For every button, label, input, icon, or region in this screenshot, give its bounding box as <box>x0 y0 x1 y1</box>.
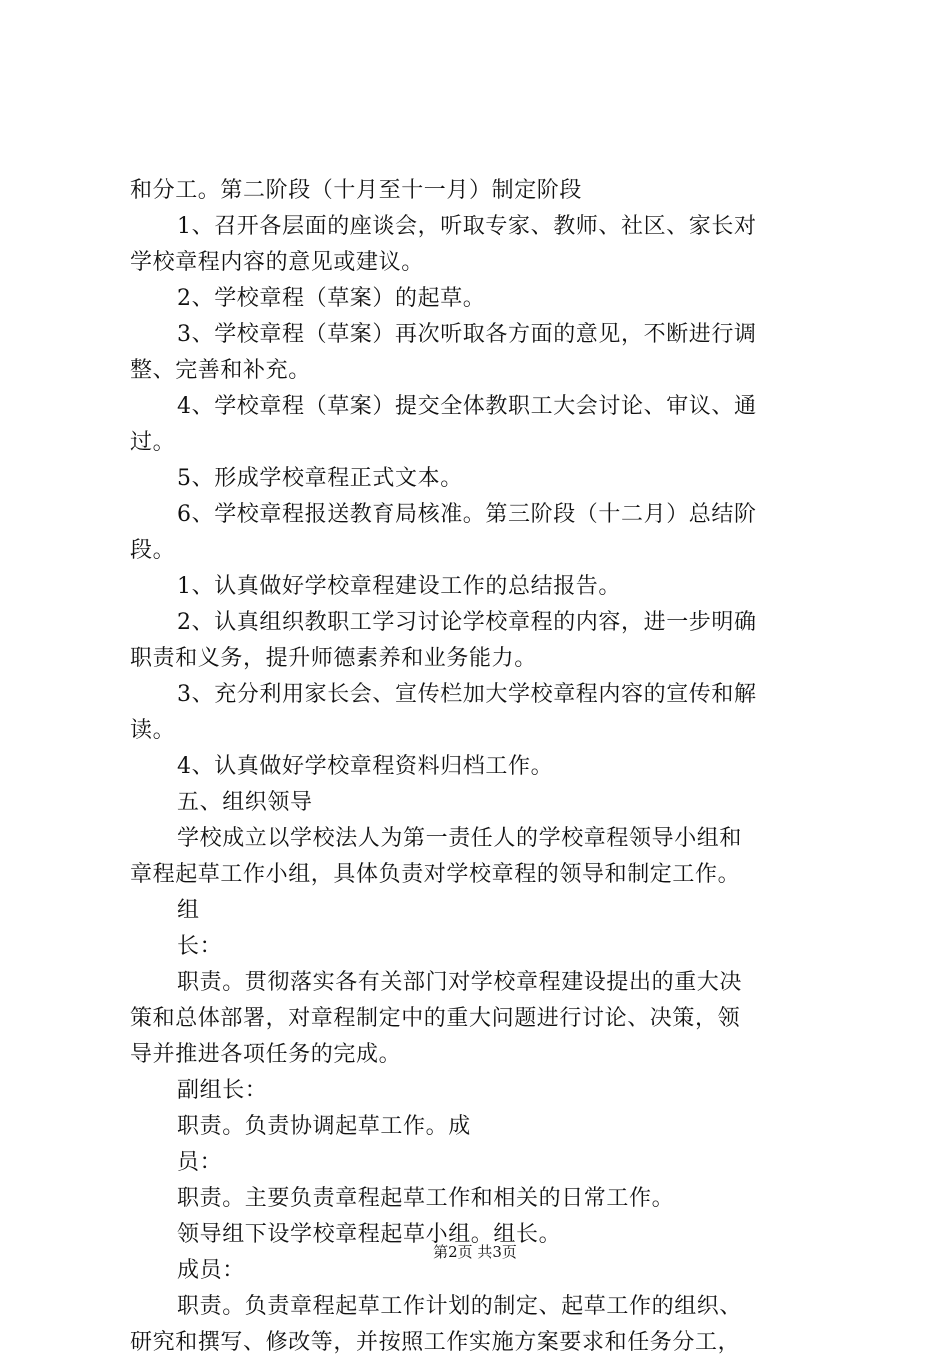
text-line: 学校成立以学校法人为第一责任人的学校章程领导小组和 <box>177 826 743 851</box>
text-line: 导并推进各项任务的完成。 <box>130 1042 402 1067</box>
text-line: 成员： <box>177 1258 245 1283</box>
text-line: 五、组织领导 <box>177 790 313 815</box>
document-body <box>130 173 830 1361</box>
text-line: 职责。负责章程起草工作计划的制定、起草工作的组织、 <box>177 1294 743 1319</box>
text-line: 整、完善和补充。 <box>130 358 311 383</box>
text-line: 策和总体部署，对章程制定中的重大问题进行讨论、决策，领 <box>130 1006 741 1031</box>
text-line: 副组长： <box>177 1078 268 1103</box>
text-line: 1、召开各层面的座谈会，听取专家、教师、社区、家长对 <box>177 214 757 239</box>
text-line: 职责和义务，提升师德素养和业务能力。 <box>130 646 537 671</box>
text-line: 职责。负责协调起草工作。成 <box>177 1114 471 1139</box>
text-line: 员： <box>177 1150 223 1175</box>
text-line: 1、认真做好学校章程建设工作的总结报告。 <box>177 574 621 599</box>
text-line: 4、学校章程（草案）提交全体教职工大会讨论、审议、通 <box>177 394 757 419</box>
text-line: 领导组下设学校章程起草小组。组长。 <box>177 1222 562 1247</box>
text-line: 4、认真做好学校章程资料归档工作。 <box>177 754 554 779</box>
text-line: 2、学校章程（草案）的起草。 <box>177 286 486 311</box>
text-line: 3、充分利用家长会、宣传栏加大学校章程内容的宣传和解 <box>177 682 757 707</box>
text-line: 2、认真组织教职工学习讨论学校章程的内容，进一步明确 <box>177 610 757 635</box>
text-line: 5、形成学校章程正式文本。 <box>177 466 463 491</box>
text-line: 职责。主要负责章程起草工作和相关的日常工作。 <box>177 1186 675 1211</box>
text-line: 学校章程内容的意见或建议。 <box>130 250 424 275</box>
text-line: 组 <box>177 898 200 923</box>
text-line: 长： <box>177 934 223 959</box>
text-line: 6、学校章程报送教育局核准。第三阶段（十二月）总结阶 <box>177 502 757 527</box>
text-line: 职责。贯彻落实各有关部门对学校章程建设提出的重大决 <box>177 970 743 995</box>
text-line: 段。 <box>130 538 176 563</box>
text-line: 过。 <box>130 430 176 455</box>
text-line: 读。 <box>130 718 176 743</box>
text-line: 3、学校章程（草案）再次听取各方面的意见，不断进行调 <box>177 322 757 347</box>
text-line: 和分工。第二阶段（十月至十一月）制定阶段 <box>130 178 583 203</box>
text-line: 章程起草工作小组，具体负责对学校章程的领导和制定工作。 <box>130 862 741 887</box>
page-footer: 第2页 共3页 <box>433 1243 517 1261</box>
text-line: 研究和撰写、修改等，并按照工作实施方案要求和任务分工， <box>130 1330 741 1355</box>
